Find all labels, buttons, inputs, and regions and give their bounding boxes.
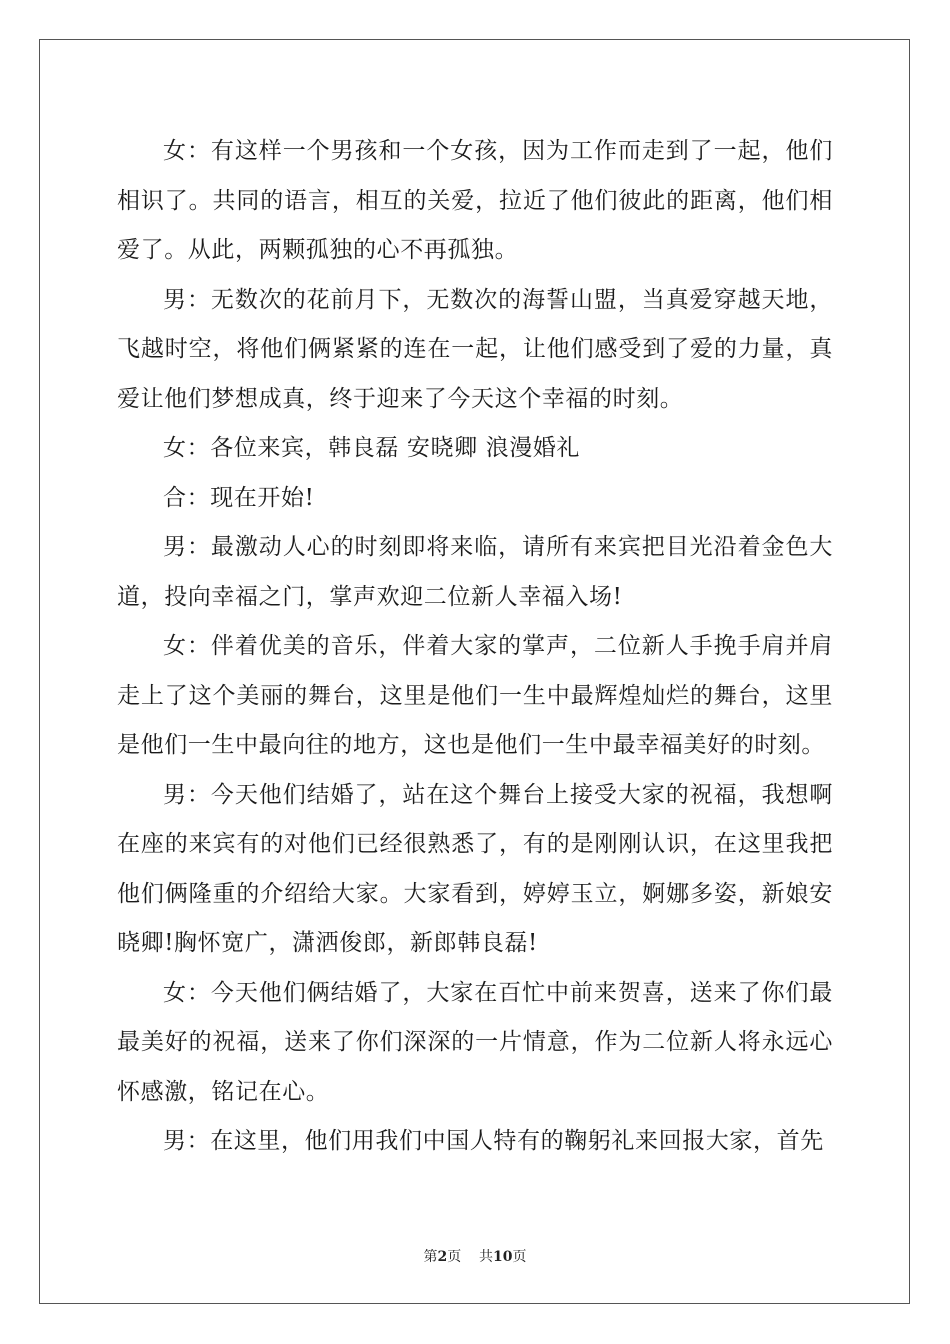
- paragraph: 男：无数次的花前月下，无数次的海誓山盟，当真爱穿越天地，飞越时空，将他们俩紧紧的连在一起，让他们感受到了爱的力量，真爱让他们梦想成真，终于迎来了今天这个幸福的时刻。: [117, 286, 833, 412]
- paragraph: 女：今天他们俩结婚了，大家在百忙中前来贺喜，送来了你们最最美好的祝福，送来了你们深深的一片情意，作为二位新人将永远心怀感激，铭记在心。: [117, 979, 833, 1105]
- document-body: [117, 127, 833, 1167]
- paragraph: 男：最激动人心的时刻即将来临，请所有来宾把目光沿着金色大道，投向幸福之门，掌声欢迎二位新人幸福入场!: [117, 534, 833, 610]
- paragraph: 男：在这里，他们用我们中国人特有的鞠躬礼来回报大家，首先: [163, 1128, 824, 1154]
- paragraph: 女：伴着优美的音乐，伴着大家的掌声，二位新人手挽手肩并肩走上了这个美丽的舞台，这里是他们一生中最辉煌灿烂的舞台，这里是他们一生中最向往的地方，这也是他们一生中最幸福美好的时刻。: [117, 633, 833, 758]
- paragraph: 男：今天他们结婚了，站在这个舞台上接受大家的祝福，我想啊在座的来宾有的对他们已经很熟悉了，有的是刚刚认识，在这里我把他们俩隆重的介绍给大家。大家看到，婷婷玉立，婀娜多姿，新娘安晓卿!胸怀宽广，潇洒俊郎，新郎韩良磊!: [117, 781, 833, 956]
- page-number: 第2页: [423, 1249, 462, 1265]
- paragraph: 女：各位来宾，韩良磊 安晓卿 浪漫婚礼: [163, 435, 581, 461]
- paragraph: 女：有这样一个男孩和一个女孩，因为工作而走到了一起，他们相识了。共同的语言，相互的关爱，拉近了他们彼此的距离，他们相爱了。从此，两颗孤独的心不再孤独。: [117, 138, 833, 263]
- page-total: 共10页: [479, 1249, 527, 1265]
- paragraph: 合：现在开始!: [163, 484, 315, 511]
- page-footer: [0, 1246, 950, 1266]
